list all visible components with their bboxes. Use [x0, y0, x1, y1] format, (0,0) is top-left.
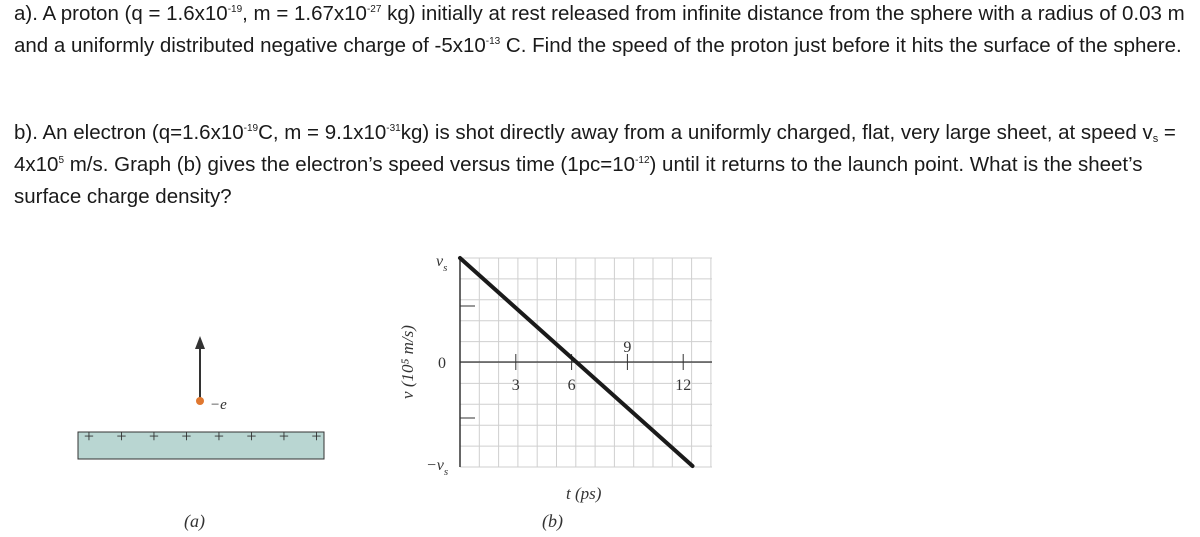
subscript: s [1152, 133, 1159, 145]
electron-label: −e [210, 397, 227, 413]
plus-sign: + [116, 426, 127, 446]
plus-sign: + [311, 426, 322, 446]
problem-b-part: ) until it returns to the launch point. What is the sheet’s surface charge density? [14, 153, 1143, 208]
plus-sign: + [83, 426, 95, 446]
problem-a-part: kg) initially at rest released from infinite distance from the sphere with a radius of 0.03 m and a uniformly distributed negative charge of -5x10 [14, 2, 1185, 57]
plus-sign: + [278, 426, 290, 446]
exponent: -19 [227, 4, 243, 15]
problem-b-part: b). An electron (q=1.6x10 [14, 121, 244, 144]
problem-b-part: kg) is shot directly away from a uniformly charged, flat, very large sheet, at speed v [400, 121, 1153, 144]
figure-a [78, 336, 324, 532]
exponent: 5 [58, 155, 65, 166]
caption-b: (b) [542, 511, 563, 531]
arrow-head-icon [195, 336, 205, 349]
exponent: -27 [366, 4, 382, 15]
plus-sign: + [148, 426, 160, 446]
exponent: -19 [243, 123, 259, 134]
figure-b [398, 253, 712, 532]
y-tick-top-v: v [436, 253, 444, 270]
plus-sign: + [181, 426, 192, 446]
plus-sign: + [213, 426, 225, 446]
x-tick-label: 3 [511, 377, 520, 394]
y-axis-label: v (10⁵ m/s) [398, 325, 417, 399]
y-tick-zero: 0 [438, 355, 446, 372]
problem-a-part: , m = 1.67x10 [242, 2, 367, 25]
x-tick-label: 12 [675, 377, 692, 394]
y-tick-top-sub: s [443, 262, 448, 274]
problem-a-part: a). A proton (q = 1.6x10 [14, 2, 228, 25]
exponent: -13 [485, 36, 501, 47]
problem-a-part: C. Find the speed of the proton just before it hits the surface of the sphere. [500, 34, 1182, 57]
y-tick-bottom-v: −v [426, 457, 444, 474]
electron-dot [196, 397, 204, 405]
exponent: -12 [635, 155, 650, 166]
caption-a: (a) [184, 511, 205, 531]
problem-b-part: m/s. Graph (b) gives the electron’s speed versus time (1pc=10 [64, 153, 636, 176]
y-tick-bottom-sub: s [443, 466, 449, 478]
y-tick-top [436, 253, 447, 274]
x-axis-label: t (ps) [566, 484, 602, 503]
x-tick-label: 9 [623, 339, 632, 356]
exponent: -31 [386, 123, 401, 134]
x-tick-label: 6 [567, 377, 576, 394]
plus-sign: + [246, 426, 257, 446]
problem-b-part: C, m = 9.1x10 [258, 121, 387, 144]
y-tick-bottom [426, 457, 448, 478]
problem-b-part: = 4x10 [14, 121, 1176, 176]
